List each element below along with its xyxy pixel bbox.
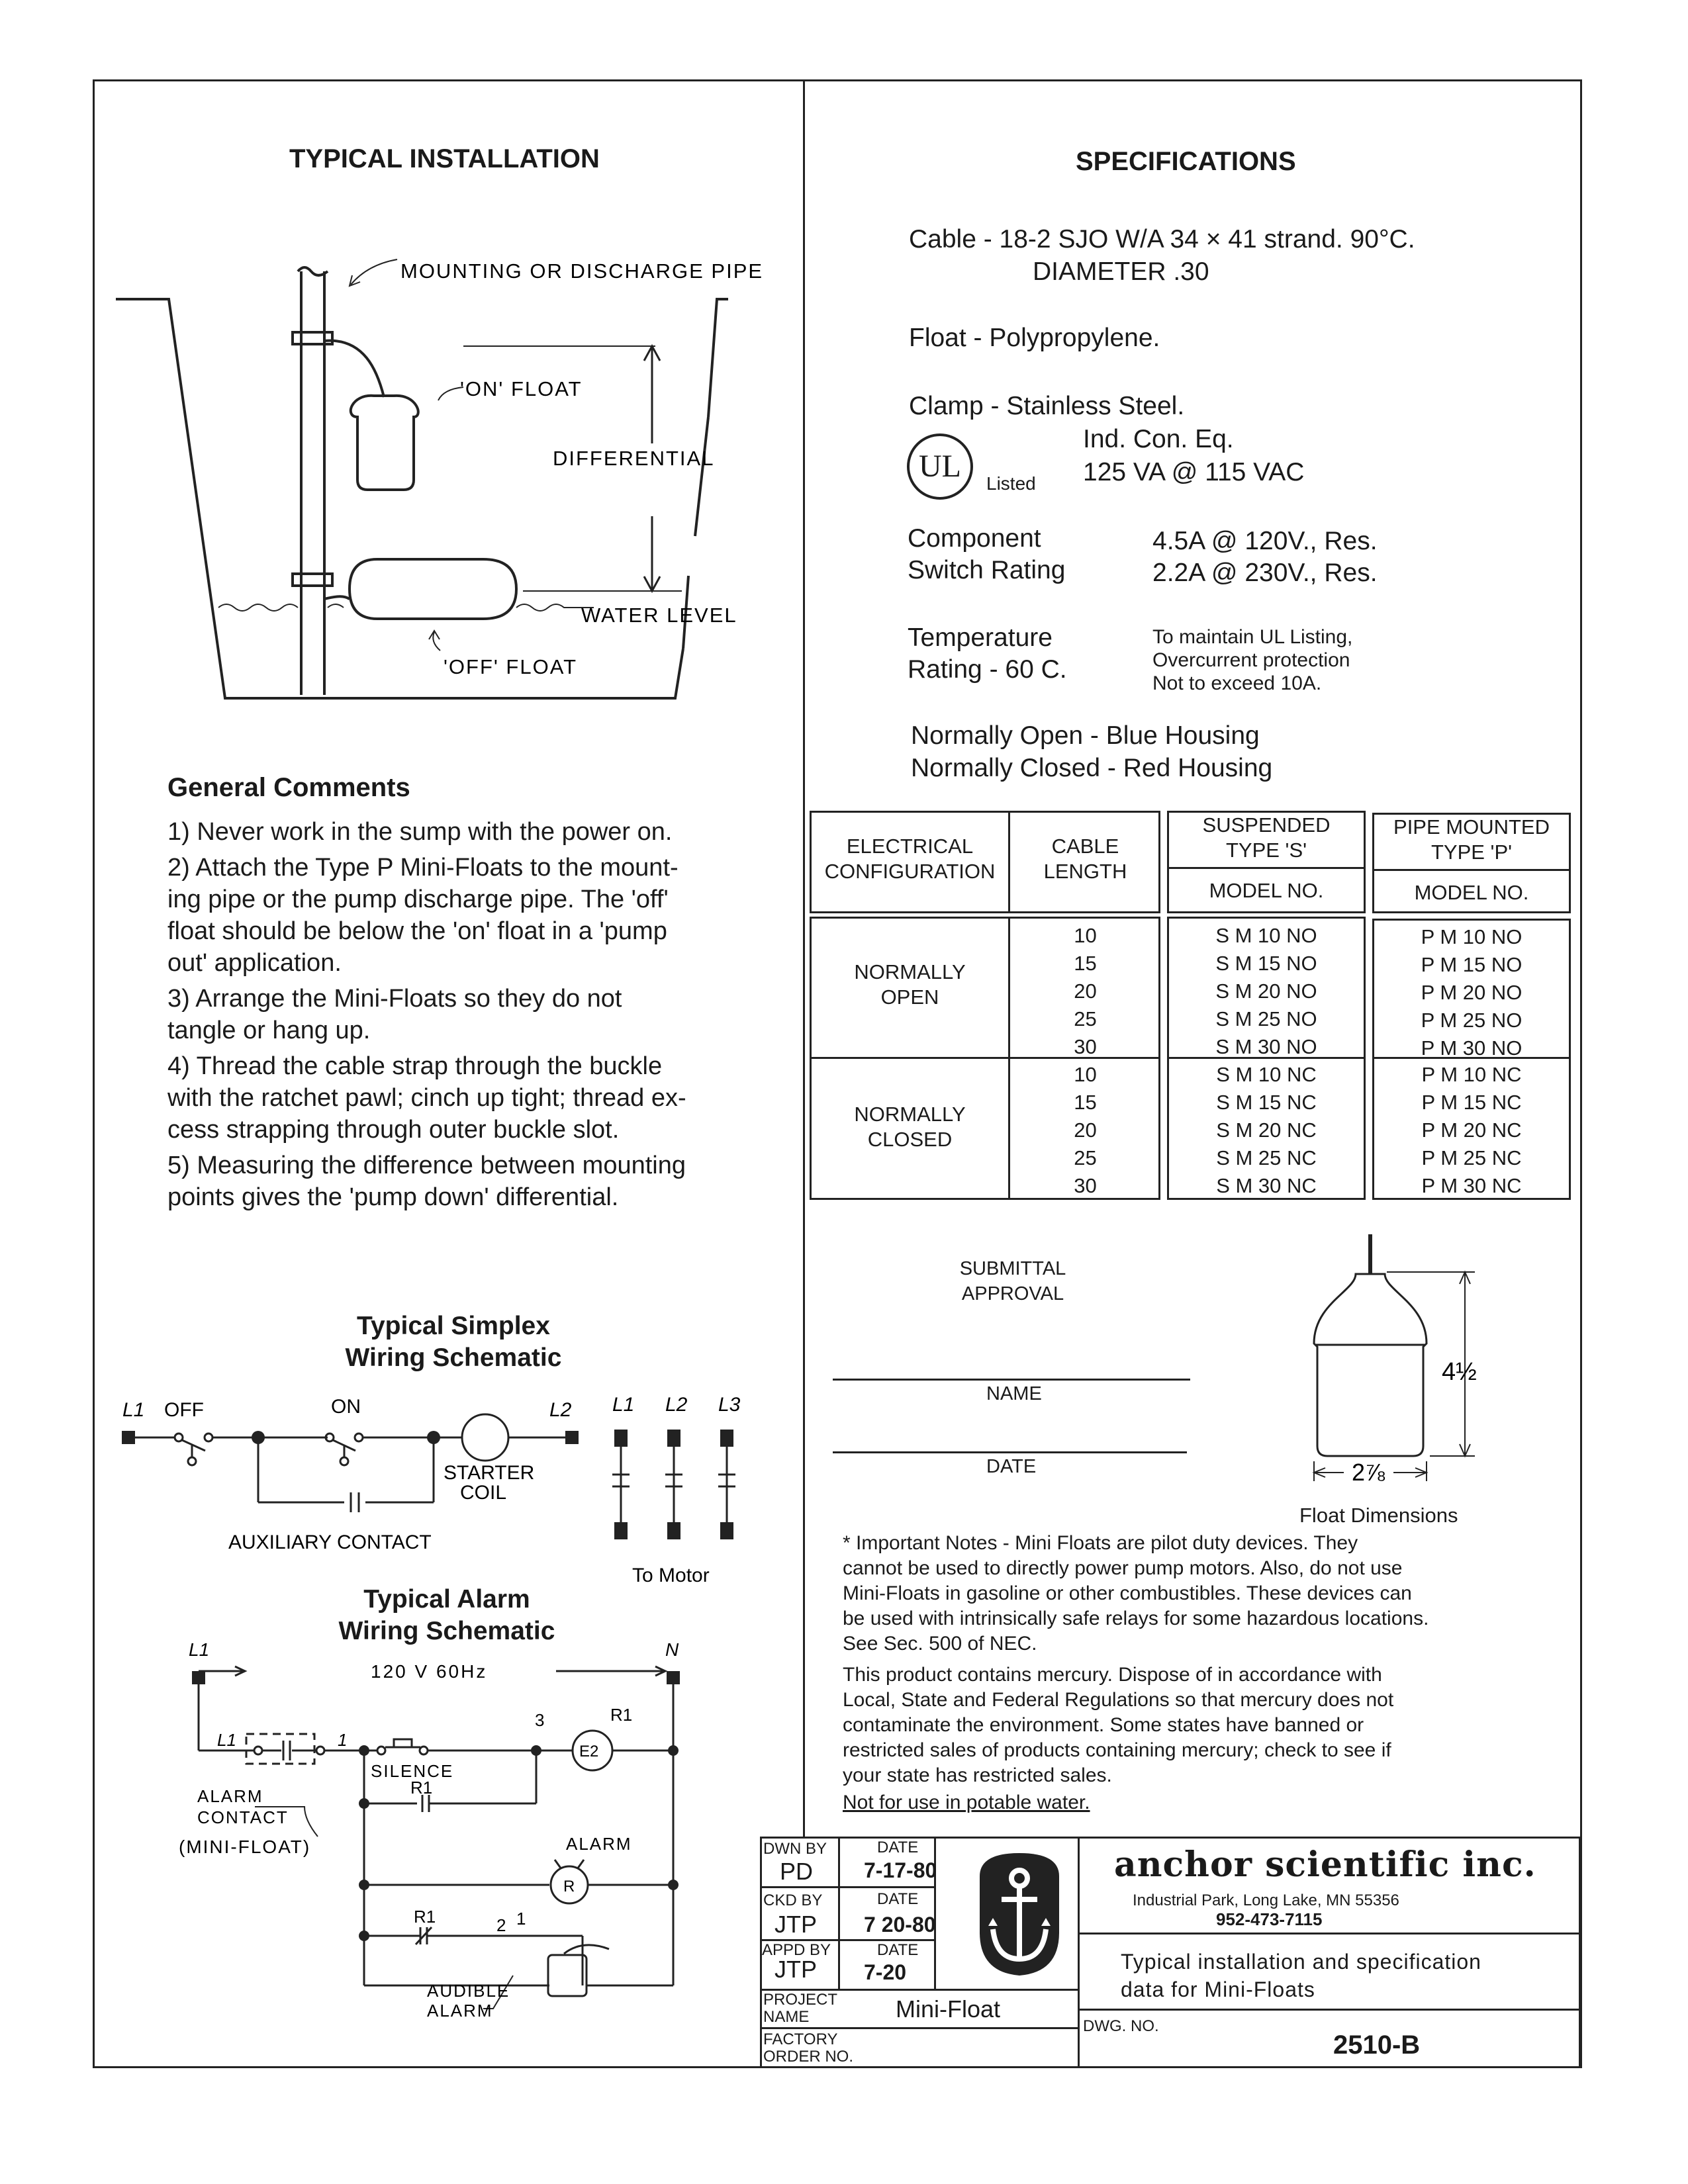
header-cable-line2: LENGTH [1043,860,1127,883]
starter-coil-line2: COIL [460,1482,507,1504]
simplex-title [344,1310,563,1374]
date-label-2: DATE [877,1890,919,1908]
important-notes [843,1531,1571,1657]
alarm-node-1b: 1 [516,1909,526,1929]
mercury-notes [843,1662,1571,1788]
table-cell: S M 10 NO [1215,924,1317,947]
component-values [1152,525,1378,589]
table-divider [1167,867,1366,869]
simplex-title-line1: Typical Simplex [357,1312,550,1340]
alarm-title [324,1584,569,1647]
off-float-label: 'OFF' FLOAT [444,655,578,678]
date-signature-line [833,1451,1187,1453]
alarm-contact-line2: CONTACT [197,1807,289,1827]
project-name: Mini-Float [896,1995,1001,2023]
table-cell: P M 15 NC [1421,1091,1522,1114]
table-divider [1372,869,1571,871]
appd-by-label: APPD BY [762,1941,831,1959]
appd-by-value: JTP [774,1956,818,1983]
alarm-schematic [172,1641,768,2019]
factory-label-1: FACTORY [763,2030,838,2048]
motor-l2: L2 [665,1394,688,1416]
normally-closed-housing: Normally Closed - Red Housing [911,754,1273,782]
table-cell: P M 30 NC [1421,1174,1522,1197]
starter-coil-line1: STARTER [444,1462,535,1484]
alarm-label: ALARM [566,1834,632,1854]
table-cell: 20 [1074,1118,1097,1142]
clamp-spec: Clamp - Stainless Steel. [909,392,1185,420]
temperature-label-line1: Temperature [908,623,1053,652]
comment-line: 4) Thread the cable strap through the buckle [167,1052,663,1080]
dwg-no-value: 2510-B [1333,2030,1421,2060]
alarm-r1-top: R1 [610,1705,633,1725]
factory-label-2: ORDER NO. [763,2048,854,2066]
component-value-line1: 4.5A @ 120V., Res. [1152,527,1378,555]
dwn-by-value: PD [780,1858,814,1885]
alarm-contact-line1: ALARM [197,1786,263,1806]
component-value-line2: 2.2A @ 230V., Res. [1152,559,1378,587]
note-line: restricted sales of products containing mercury; check to see if [843,1739,1391,1761]
mini-float-label: (MINI-FLOAT) [179,1837,311,1857]
note-line: be used with intrinsically safe relays for some hazardous locations. [843,1608,1429,1629]
no-pipe-models [1372,923,1571,1062]
ckd-by-label: CKD BY [763,1891,823,1909]
header-electrical-line1: ELECTRICAL [846,835,974,858]
comment-line: ing pipe or the pump discharge pipe. The 'off' [167,886,669,913]
temperature-note-line1: To maintain UL Listing, [1152,626,1353,648]
no-cable-lengths [1010,922,1160,1061]
general-comments-title: General Comments [167,773,410,802]
water-level-label: WATER LEVEL [581,604,737,627]
general-comments [167,816,750,1213]
table-cell: P M 15 NO [1421,953,1523,976]
title-block-divider [1078,2009,1581,2011]
description-line1: Typical installation and specification [1121,1950,1481,1974]
on-float-label: 'ON' FLOAT [460,377,583,400]
table-cell: S M 20 NC [1216,1118,1317,1142]
date-value-2: 7 20-80 [864,1913,936,1936]
alarm-voltage: 120 V 60Hz [371,1661,488,1682]
motor-l1: L1 [612,1394,635,1416]
simplex-l2: L2 [549,1399,572,1421]
table-cell: S M 30 NO [1215,1035,1317,1058]
table-cell: S M 10 NC [1216,1063,1317,1086]
header-pipe-line1: PIPE MOUNTED [1393,815,1550,839]
audible-alarm-line2: ALARM [427,2001,493,2021]
no-suspended-models [1167,922,1366,1061]
header-pipe-line2: TYPE 'P' [1430,841,1513,864]
date-value-1: 7-17-80 [864,1858,937,1882]
header-cable-length [1010,834,1160,884]
note-line: contaminate the environment. Some states have banned or [843,1714,1364,1736]
nc-pipe-models [1372,1061,1571,1200]
comment-line: cess strapping through outer buckle slot. [167,1116,620,1144]
audible-alarm-line1: AUDIBLE [427,1981,510,2001]
table-cell: 15 [1074,1091,1097,1114]
simplex-schematic [113,1390,761,1586]
submittal-line2: APPROVAL [961,1283,1064,1304]
table-cell: S M 15 NO [1215,952,1317,975]
comment-line: points gives the 'pump down' differential. [167,1183,619,1211]
note-line: This product contains mercury. Dispose of in accordance with [843,1664,1382,1686]
ul-mark: UL [919,449,961,484]
mounting-pipe-label: MOUNTING OR DISCHARGE PIPE [400,259,764,283]
date-label-3: DATE [877,1941,919,1959]
header-pipe-model: MODEL NO. [1414,881,1529,904]
silence-label: SILENCE [371,1761,454,1781]
float-dimension-drawing [1297,1231,1496,1496]
dwn-by-label: DWN BY [763,1840,827,1858]
comment-line: 3) Arrange the Mini-Floats so they do not [167,985,622,1013]
table-cell: P M 20 NC [1421,1118,1522,1142]
name-label: NAME [986,1383,1042,1404]
potable-water-warning: Not for use in potable water. [843,1792,1090,1813]
submittal-approval [953,1256,1072,1306]
alarm-e2: E2 [579,1743,599,1760]
ckd-by-value: JTP [774,1911,818,1938]
date-label: DATE [986,1456,1037,1477]
column-divider [803,79,805,1837]
drawing-description [1121,1948,1481,2003]
alarm-node-3: 3 [535,1710,545,1730]
ul-listed: Listed [986,473,1036,494]
header-suspended-model: MODEL NO. [1209,879,1324,902]
header-pipe-mounted [1372,815,1571,865]
header-suspended [1167,813,1366,863]
alarm-r1-mid: R1 [410,1778,433,1797]
project-label-1: PROJECT [763,1991,838,2009]
table-cell: P M 25 NO [1421,1009,1523,1032]
header-electrical-line2: CONFIGURATION [824,860,996,883]
auxiliary-contact-label: AUXILIARY CONTACT [228,1531,432,1553]
note-line: * Important Notes - Mini Floats are pilot duty devices. They [843,1532,1358,1554]
normally-closed-line1: NORMALLY [854,1103,966,1126]
normally-open-line1: NORMALLY [854,960,966,983]
typical-installation-title: TYPICAL INSTALLATION [289,144,600,173]
table-cell: 10 [1074,1063,1097,1086]
alarm-node-2: 2 [496,1915,506,1935]
table-cell: S M 25 NO [1215,1007,1317,1030]
name-signature-line [833,1379,1190,1381]
table-cell: P M 30 NO [1421,1036,1523,1060]
comment-line: tangle or hang up. [167,1017,371,1044]
simplex-title-line2: Wiring Schematic [345,1343,562,1372]
comment-line: 2) Attach the Type P Mini-Floats to the mount- [167,854,679,882]
alarm-title-line2: Wiring Schematic [338,1617,555,1645]
simplex-l1: L1 [122,1399,145,1421]
component-label [908,523,1065,586]
header-electrical-config [812,834,1008,884]
note-line: See Sec. 500 of NEC. [843,1633,1037,1655]
table-cell: P M 10 NO [1421,925,1523,948]
ind-con-eq: Ind. Con. Eq. [1083,425,1234,453]
table-cell: P M 25 NC [1421,1146,1522,1169]
normally-open-label [812,960,1008,1010]
motor-l3: L3 [718,1394,741,1416]
alarm-l1: L1 [189,1639,210,1660]
temperature-label [908,622,1067,686]
comment-line: with the ratchet pawl; cinch up tight; thread ex- [167,1084,686,1112]
to-motor-label: To Motor [632,1565,710,1586]
cable-spec-line2: DIAMETER .30 [1033,257,1209,286]
normally-open-line2: OPEN [880,985,939,1009]
simplex-off: OFF [164,1399,204,1421]
table-cell: 25 [1074,1146,1097,1169]
comment-line: 1) Never work in the sump with the power on. [167,818,673,846]
specifications-title: SPECIFICATIONS [1076,147,1296,176]
date-label-1: DATE [877,1839,919,1856]
header-suspended-line2: TYPE 'S' [1225,839,1307,862]
temperature-note-line2: Overcurrent protection [1152,649,1350,671]
normally-open-housing: Normally Open - Blue Housing [911,721,1260,750]
project-label-2: NAME [763,2008,810,2026]
date-value-3: 7-20 [864,1960,907,1984]
alarm-n: N [665,1639,679,1660]
nc-cable-lengths [1010,1061,1160,1200]
component-label-line2: Switch Rating [908,556,1066,584]
anchor-logo [970,1846,1069,1979]
alarm-r1-bot: R1 [414,1907,436,1927]
alarm-l1-inner: L1 [217,1730,236,1750]
float-dimensions-label: Float Dimensions [1299,1504,1458,1527]
alarm-r: R [563,1878,575,1895]
table-cell: S M 25 NC [1216,1146,1317,1169]
table-cell: P M 10 NC [1421,1063,1522,1086]
va-rating: 125 VA @ 115 VAC [1083,458,1305,486]
installation-diagram [113,251,788,702]
note-line: Mini-Floats in gasoline or other combustibles. These devices can [843,1582,1412,1604]
table-cell: 10 [1074,924,1097,947]
description-line2: data for Mini-Floats [1121,1978,1315,2001]
table-cell: S M 20 NO [1215,979,1317,1003]
float-spec: Float - Polypropylene. [909,324,1160,352]
component-label-line1: Component [908,524,1041,553]
header-cable-line1: CABLE [1051,835,1119,858]
company-name: anchor scientific inc. [1114,1844,1536,1885]
table-cell: S M 15 NC [1216,1091,1317,1114]
table-cell: 20 [1074,979,1097,1003]
float-height-dimension: 4½ [1442,1358,1477,1386]
table-cell: 15 [1074,952,1097,975]
table-cell: 30 [1074,1174,1097,1197]
note-line: your state has restricted sales. [843,1764,1112,1786]
differential-label: DIFFERENTIAL [553,447,715,470]
submittal-line1: SUBMITTAL [959,1258,1066,1279]
alarm-title-line1: Typical Alarm [363,1585,530,1614]
note-line: Local, State and Federal Regulations so that mercury does not [843,1689,1394,1711]
table-cell: 30 [1074,1035,1097,1058]
header-suspended-line1: SUSPENDED [1202,813,1331,837]
comment-line: out' application. [167,949,342,977]
nc-suspended-models [1167,1061,1366,1200]
comment-line: float should be below the 'on' float in a 'pump [167,917,667,945]
note-line: cannot be used to directly power pump motors. Also, do not use [843,1557,1403,1579]
ul-logo [907,433,973,500]
simplex-on: ON [331,1396,361,1418]
temperature-note [1152,625,1352,695]
normally-closed-line2: CLOSED [867,1128,953,1151]
company-address: Industrial Park, Long Lake, MN 55356 [1133,1891,1399,1909]
normally-closed-label [812,1102,1008,1152]
alarm-node-1: 1 [338,1730,348,1750]
table-cell: P M 20 NO [1421,981,1523,1004]
comment-line: 5) Measuring the difference between mounting [167,1152,686,1179]
float-width-dimension: 2⅞ [1352,1459,1385,1486]
temperature-note-line3: Not to exceed 10A. [1152,672,1322,694]
temperature-label-line2: Rating - 60 C. [908,655,1067,684]
dwg-no-label: DWG. NO. [1083,2017,1159,2035]
company-phone: 952-473-7115 [1216,1909,1323,1929]
cable-spec-line1: Cable - 18-2 SJO W/A 34 × 41 strand. 90°C. [909,225,1415,253]
table-cell: S M 30 NC [1216,1174,1317,1197]
table-cell: 25 [1074,1007,1097,1030]
